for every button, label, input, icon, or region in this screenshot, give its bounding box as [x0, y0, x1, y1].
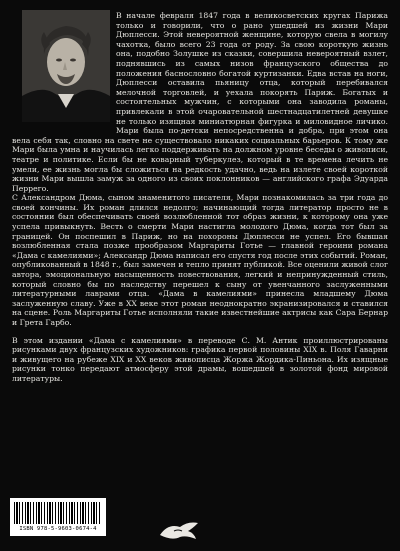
publisher-logo-icon	[158, 517, 200, 543]
barcode-bars	[14, 502, 102, 524]
paragraph-2: С Александром Дюма, сыном знаменитого писателя, Мари познакомилась за три года до своей кончины. Их роман длился недолго; начинающий тогда литератор просто не в состоянии был обеспечивать своей возлюбленной тот образ жизни, к которому она уже успела привыкнуть. Весть о смерти Мари настигла молодого Дюма, когда тот был за границей. Он поспешил в Париж, но на похороны Дюплесси не успел. Его бывшая возлюбленная стала позже прообразом Маргариты Готье — главной героини романа «Дама с камелиями»; Александр Дюма написал его спустя год после этих событий. Роман, опубликованный в 1848 г., был замечен и тепло принят публикой. Все оценили живой слог автора, эмоциональную насыщенность повествования, легкий и непринужденный стиль, который словно бы по наследству перешел к сыну от увенчанного заслуженными литературными лаврами отца. «Дама в камелиями» принесла младшему Дюма заслуженную славу. Уже в XX веке этот роман неоднократно экранизировался и ставился на сцене. Роль Маргариты Готье исполняли такие известнейшие актрисы как Сара Бернар и Грета Гарбо.	[12, 193, 388, 327]
annotation-text	[12, 11, 388, 384]
isbn-barcode	[10, 498, 106, 536]
paragraph-1: В начале февраля 1847 года в великосветских кругах Парижа только и говорили, что о рано ушедшей из жизни Мари Дюплесси. Этой невероятной женщине, которую свела в могилу чахотка, было всего 23 года от роду. За свою короткую жизнь она, подобно Золушке из сказки, совершила невероятный взлет, поднявшись из самых низов французского общества до положения баснословно богатой куртизанки. Едва встав на ноги, Дюплесси оставила пьяницу отца, который перебивался мелочной торговлей, и уехала покорять Париж. Богатых и состоятельных мужчин, с которыми она заводила романы, привлекали в этой очаровательной шестнадцатилетней девушке не только изящная миниатюрная фигурка и миловидное личико. Мари была по-детски непосредственна и добра, при этом она вела себя так, словно на свете не существовало никаких социальных барьеров. К тому же Мари была умна и научилась легко поддерживать на должном уровне беседы о живописи, театре и политике. Если бы не коварный туберкулез, который в те времена лечить не умели, ее жизнь могла бы сложиться на редкость удачно, ведь на излете своей короткой жизни Мари вышла замуж за одного из своих поклонников — английского графа Эдуарда Перрего.	[12, 11, 388, 193]
paragraph-3: В этом издании «Дама с камелиями» в переводе С. М. Антик проиллюстрированы рисунками двух французских художников: графика первой половины XIX в. Поля Гаварни и живущего на рубеже XIX и XX веков живописца Жоржа Жордика-Пиньона. Их изящные рисунки тонко передают атмосферу этой драмы, вошедшей в золотой фонд мировой литературы.	[12, 335, 388, 383]
isbn-text: ISBN 978-5-9603-0674-4	[19, 526, 97, 532]
